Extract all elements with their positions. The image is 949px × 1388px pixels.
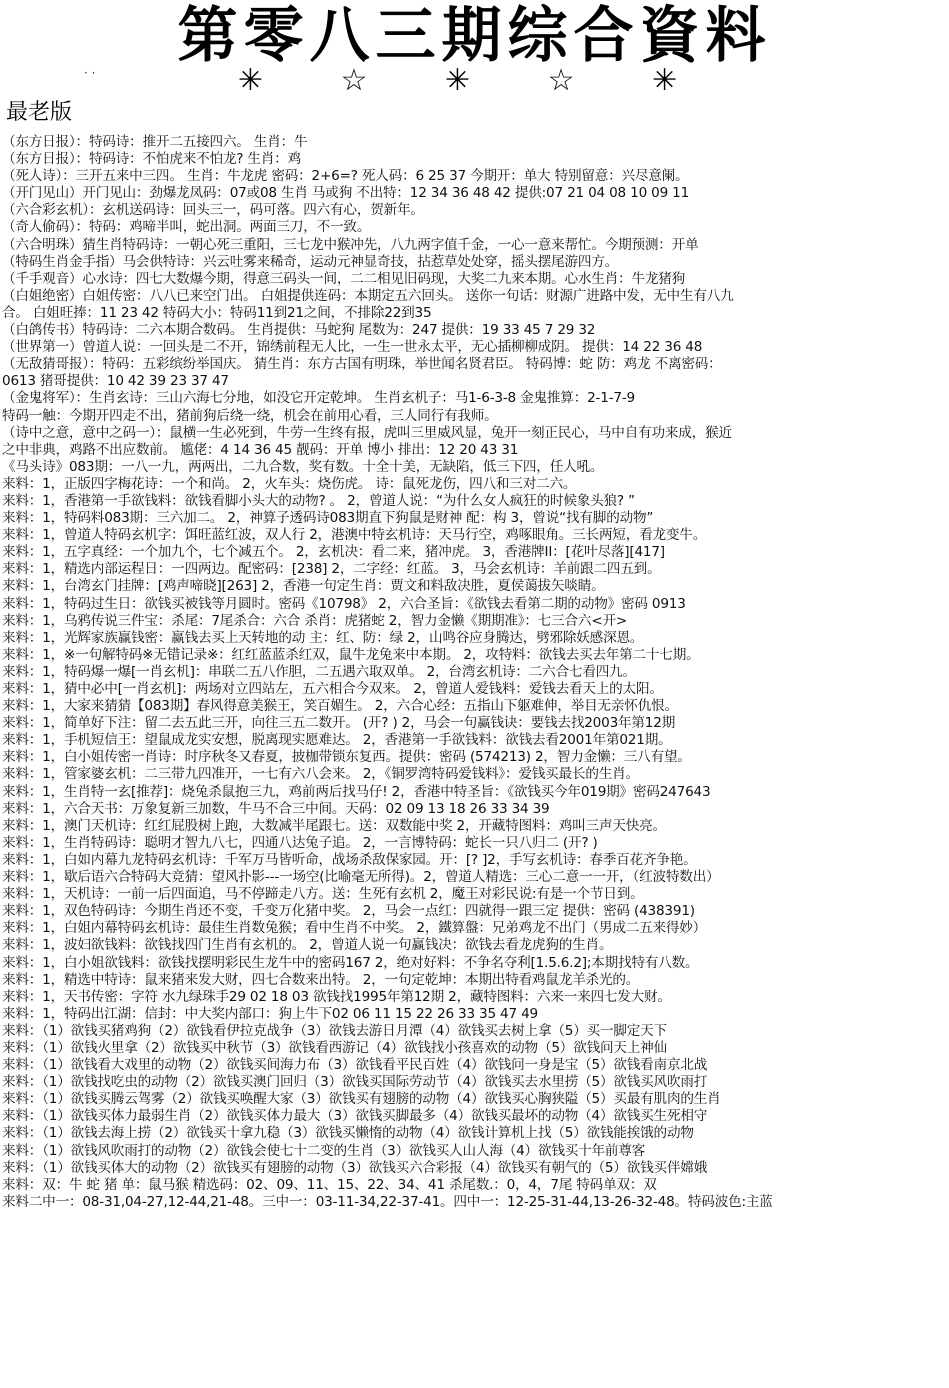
content-line: 来料：1，白小姐欲钱料：欲钱找摆明彩民生龙牛中的密码167 2，绝对好料：不争名夺利[1.5.6.2];本期找特有八数。	[2, 954, 699, 971]
content-line: 来料：（1）欲钱火里拿（2）欲钱买中秋节（3）欲钱看西游记（4）欲钱找小孩喜欢的动物（5）欲钱问天上神仙	[2, 1039, 667, 1056]
content-line: （千手观音）心水诗：四七大数爆今期，得意三码头一间，二二相见旧码现，大奖二九来本期。心水生肖：牛龙猪狗	[2, 270, 686, 287]
content-line: 来料：（1）欲钱买猪鸡狗（2）欲钱看伊拉克战争（3）欲钱去游日月潭（4）欲钱买去树上拿（5）买一脚定天下	[2, 1022, 667, 1039]
content-line: 来料：（1）欲钱看大戏里的动物（2）欲钱买间海力布（3）欲钱看平民百姓（4）欲钱问一身是宝（5）欲钱看南京北战	[2, 1057, 708, 1074]
content-line: 来料：（1）欲钱买腾云驾雾（2）欲钱买唤醒大家（3）欲钱买有翅膀的动物（4）欲钱买心胸狭隘（5）买最有肌肉的生肖	[2, 1091, 721, 1108]
content-line: 来料：1，曾道人特码玄机字：饵旺蓝红波，双人行 2，港澳中特玄机诗：天马行空，鸡啄眼角。三长两短，看龙变牛。	[2, 527, 707, 544]
content-line: （死人诗）：三开五来中三四。 生肖：牛龙虎 密码：2+6=? 死人码：6 25 37 今期开：单大 特别留意：兴尽意阑。	[2, 168, 689, 185]
content-line: （白鸽传书）特码诗：二六本期合数码。 生肖提供：马蛇狗 尾数为：247 提供：19 33 45 7 29 32	[2, 322, 596, 339]
content-line: （六合明珠）猜生肖特码诗：一朝心死三重阳，三七龙中猴冲先，八九两字值千金，一心一意来帮忙。今期预测：开单	[2, 236, 699, 253]
content-line: 《马头诗》083期：一八一九，两两出，二九合数，奖有数。十全十美，无缺陷，低三下四，任人吼。	[2, 458, 604, 475]
content-line: 来料：1，※一句解特码※无错记录※：红红蓝蓝杀红双，鼠牛龙兔来中本期。 2，攻特料：欲钱去买去年第二十七期。	[2, 646, 700, 663]
content-line: 来料：1，管家婆玄机：二三带九四准开，一七有六八会来。 2，《铜罗湾特码爱钱料》：爱钱买最长的生肖。	[2, 766, 639, 783]
content-line: （六合彩玄机）：玄机送码诗：回头三一，码可落。四六有心，贺新年。	[2, 202, 424, 219]
content-line: （金鬼将军）：生肖玄诗：三山六海七分地，如没它开定乾坤。 生肖玄机子：马1-6-3-8 金鬼推算：2-1-7-9	[2, 390, 636, 407]
content-line: 来料：1，歇后语六合特码大竞猜：望风扑影---一场空(比喻毫无所得)。2，曾道人精选：三心二意一一开，（红波特数出）	[2, 869, 720, 886]
content-line: 特码一触：今期开四走不出，猪前狗后绕一绕，机会在前用心看，三人同行有我师。	[2, 407, 498, 424]
content-line: （东方日报）：特码诗：推开二五接四六。 生肖：牛	[2, 134, 308, 150]
content-line: （诗中之意，意中之码一）：鼠横一生必死到，牛劳一生终有报，虎叫三里威风显，兔开一刻正民心，马中自有功来成，猴近	[2, 424, 732, 441]
content-line: 来料：1，六合天书：万象复新三加数，牛马不合三中间。天码：02 09 13 18 26 33 34 39	[2, 800, 550, 817]
content-line: （东方日报）：特码诗：不怕虎来不怕龙? 生肖：鸡	[2, 151, 301, 168]
content-line: 合。 白姐旺捧：11 23 42 特码大小：特码11到21之间，不排除22到35	[2, 304, 432, 321]
content-line: 来料：1，波妇欲钱料：欲钱找四门生肖有玄机的。 2，曾道人说一句赢钱决：欲钱去看龙虎狗的生肖。	[2, 937, 613, 954]
content-line: 来料：（1）欲钱买体力最弱生肖（2）欲钱买体力最大（3）欲钱买脚最多（4）欲钱买最坏的动物（4）欲钱买生死相守	[2, 1108, 708, 1125]
content-line: 来料：1，白小姐传密一肖诗：时序秋冬又春夏，披枷带锁东复西。提供：密码 (574213) 2，智力金懒：三八有望。	[2, 749, 691, 766]
content-line: 来料：1，特码出江湖：信封：中大奖内部口：狗上牛下02 06 11 15 22 26 33 35 47 49	[2, 1005, 538, 1022]
content-line: 来料：1，猜中必中[一肖玄机]：两场对立四站左，五六相合今双来。 2，曾道人爱钱料：爱钱去看天上的太阳。	[2, 681, 663, 697]
content-line: 来料：（1）欲钱风吹雨打的动物（2）欲钱会使七十二变的生肖（3）欲钱买人山人海（4）欲钱买十年前尊客	[2, 1142, 646, 1159]
content-lines	[2, 134, 947, 1211]
content-line: 来料：（1）欲钱去海上捞（2）欲钱买十拿九稳（3）欲钱买懒惰的动物（4）欲钱计算机上找（5）欲钱能挨饿的动物	[2, 1125, 694, 1142]
content-line: 来料：1，大家来猜猜【083期】春风得意美猴王，笑百媚生。 2，六合心经：五指山下躯难伸，举目无亲怀仇恨。	[2, 698, 678, 715]
content-line: 0613 猪哥提供：10 42 39 23 37 47	[2, 373, 229, 390]
content-line: （世界第一）曾道人说：一回头是二不开，锦绣前程无人比，一生一世永太平，无心插柳柳成阴。 提供：14 22 36 48	[2, 339, 703, 356]
content-line: （开门见山）开门见山：劲爆龙凤码：07或08 生肖 马或狗 不出特：12 34 36 48 42 提供:07 21 04 08 10 09 11	[2, 185, 690, 202]
content-line: 来料：1，白姐内幕特码玄机诗：最佳生肖数兔猴；看中生肖不中奖。 2，鐵算盤：兄弟鸡龙不出门（男成二五来得妙）	[2, 920, 707, 937]
content-line: 来料：1，生肖特码诗：聪明才智九八七，四通八达兔子追。 2，一言博特码：蛇长一只八归二 (开? )	[2, 834, 598, 851]
content-line: 之中非典，鸡路不出应数前。 尴佬：4 14 36 45 靓码：开单 博小 排出：12 20 43 31	[2, 441, 519, 458]
content-line: （无敌猜哥报）：特码：五彩缤纷举国庆。 猜生肖：东方古国有明珠，举世闻名贤君臣。 特码博：蛇 防：鸡龙 不离密码：	[2, 356, 722, 373]
content-line: 来料：1，天机诗：一前一后四面追，马不停蹄走八方。送：生死有玄机 2，魔王对彩民说:有是一个节日到。	[2, 886, 644, 903]
edition-label: 最老版	[6, 100, 73, 125]
content-line: 来料：1，光辉家族赢钱密：赢钱去买上天转地的动 主：红、防：绿 2，山鸣谷应身腾达，劈邪除妖感深恩。	[2, 629, 644, 646]
content-line: 来料：1，双色特码诗：今期生肖还不变，千变万化猪中奖。 2，马会一点红：四就得一跟三定 提供：密码 (438391)	[2, 903, 695, 920]
content-line: 来料：1，精选内部运程日：一四两边。配密码：[238] 2，二字经：红蓝。 3，马会玄机诗：羊前跟二四五到。	[2, 561, 661, 578]
content-line: 来料：1，香港第一手欲钱料：欲钱看脚小头大的动物? 。 2，曾道人说：“为什么女人疯狂的时候象头狼? ”	[2, 492, 635, 509]
content-line: 来料：双：牛 蛇 猪 单：鼠马猴 精选码：02、09、11、15、22、34、41 杀尾数.：0，4，7尾 特码单双：双	[2, 1176, 657, 1193]
content-line: （奇人偷码）：特码：鸡啼半叫，蛇出洞。两面三刀，不一致。	[2, 219, 371, 236]
content-line: （白姐绝密）白姐传密：八八已来空门出。 白姐提供连码：本期定五六回头。 送你一句话：财源广进路中发，无中生有八九	[2, 287, 734, 304]
content-line: 来料：1，正版四字梅花诗：一个和尚。 2，火车头：烧伤虎。 诗：鼠死龙伤，四八和三对二六。	[2, 475, 577, 492]
content-line: 来料：1，精选中特诗：鼠来猪来发大财，四七合数来出特。 2，一句定乾坤：本期出特看鸡鼠龙羊杀光的。	[2, 971, 640, 988]
content-line: 来料：1，白如内幕九龙特码玄机诗：千军万马皆听命，战场杀敌保家园。开：[? ]2，手写玄机诗：春季百花齐争艳。	[2, 851, 697, 868]
content-line: 来料：1，特码料083期：三六加二。 2，神算子透码诗083期直下狗鼠是财神 配：构 3，曾说“找有脚的动物”	[2, 510, 654, 527]
content-line: 来料：1，澳门天机诗：红红屁股树上跑，大数减半尾跟七。送：双数能中奖 2，开藏特图料：鸡叫三声天快亮。	[2, 817, 666, 834]
content-line: 来料：1，台湾玄门挂牌：[鸡声啼晓][263] 2，香港一句定生肖：贾文和料敌决胜，夏侯蔼拔矢啖睛。	[2, 578, 605, 595]
content-line: 来料：（1）欲钱找吃虫的动物（2）欲钱买澳门回归（3）欲钱买国际劳动节（4）欲钱买去水里捞（5）欲钱买风吹雨打	[2, 1074, 708, 1091]
content-line: 来料：1，生肖特一玄[推荐]：烧兔杀鼠抱三九，鸡前两后找马仔! 2，香港中特圣旨：《欲钱买今年019期》密码247643	[2, 783, 711, 800]
content-line: 来料：1，手机短信王：望鼠成龙实安想，脱离现实愿难达。 2，香港第一手欲钱料：欲钱去看2001年第021期。	[2, 732, 672, 749]
content-line: 来料二中一：08-31,04-27,12-44,21-48。三中一：03-11-34,22-37-41。四中一：12-25-31-44,13-26-32-48。特码波色:主蓝	[2, 1193, 773, 1210]
content-line: 来料：1，五字真经：一个加九个，七个减五个。 2，玄机决：看二来，猪冲虎。 3，香港牌II：[花叶尽落][417]	[2, 544, 665, 561]
star-decoration: ✳ ☆ ✳ ☆ ✳	[237, 63, 712, 98]
content-line: 来料：1，天书传密：字符 水九绿珠手29 02 18 03 欲钱找1995年第12期 2，藏特图料：六来一来四七发大财。	[2, 988, 671, 1005]
content-line: （特码生肖金手指）马会供特诗：兴云吐雾来稀奇，运动元神显奇技，拈惹草处处穿，摇头摆尾游四方。	[2, 253, 619, 270]
content-line: 来料：1，乌鸦传说三件宝：杀尾：7尾杀合：六合 杀肖：虎猪蛇 2，智力金懒《期期准》：七三合六<开>	[2, 612, 628, 629]
title-dots: · ·	[84, 66, 96, 80]
content-line: 来料：1，简单好下注：留二去五此三开，向往三五二数开。 (开? ) 2，马会一句赢钱诀：要钱去找2003年第12期	[2, 715, 676, 732]
content-line: 来料：（1）欲钱买体大的动物（2）欲钱买有翅膀的动物（3）欲钱买六合彩报（4）欲钱买有朝气的（5）欲钱买伴嫦娥	[2, 1159, 708, 1176]
content-line: 来料：1，特码爆一爆[一肖玄机]：串联二五八作胆，二五遇六取双单。 2，台湾玄机诗：二六合七看四九。	[2, 663, 636, 680]
page-title: 第零八三期综合資料	[177, 1, 772, 71]
content-line: 来料：1，特码过生日：欲钱买被钱等月圆时。密码《10798》 2，六合圣旨：《欲钱去看第二期的动物》密码 0913	[2, 595, 686, 612]
